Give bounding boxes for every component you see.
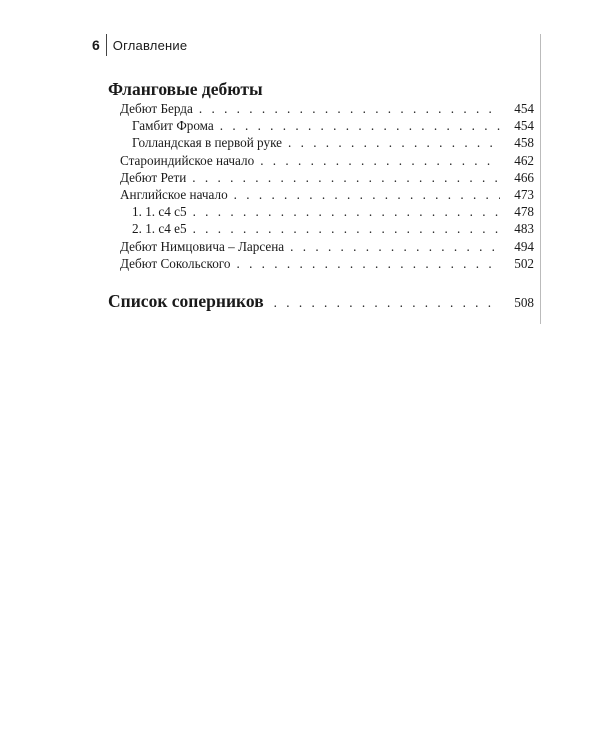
dot-leader [193,221,500,237]
toc-entry-page: 454 [514,101,534,116]
toc-entry-label: Дебют Нимцовича – Ларсена [120,238,285,254]
toc-list [108,101,534,273]
toc-entry-page: 478 [514,204,534,220]
page-number: 6 [92,37,100,53]
toc-entry-label: Список соперников [108,291,264,311]
toc-entry-page: 508 [514,295,534,310]
toc-entry-page: 466 [514,169,534,185]
toc-entry-page: 473 [514,186,534,202]
toc-entry-label: 1. 1. c4 c5 [132,204,187,220]
toc-entry-label: Гамбит Фрома [132,118,214,134]
toc-entry-page: 454 [514,118,534,134]
toc-entry[interactable] [108,239,534,256]
dot-leader [220,118,500,134]
toc-entry[interactable] [108,135,534,152]
toc-entry-page: 462 [514,152,534,168]
toc-entry-label: 2. 1. c4 e5 [132,221,187,237]
toc-entry[interactable] [108,170,534,187]
toc-entry-page: 458 [514,135,534,151]
toc-entry[interactable] [108,187,534,204]
running-header [92,33,187,57]
dot-leader [192,170,500,186]
toc-entry[interactable] [108,118,534,135]
toc-entry-opponents[interactable] [108,291,534,312]
dot-leader [290,239,500,255]
toc-entry-label: Английское начало [120,186,228,202]
section-title: Фланговые дебюты [108,79,263,99]
toc-entry[interactable] [108,153,534,170]
dot-leader [288,135,500,151]
toc-entry-label: Голландская в первой руке [132,135,282,151]
toc-entry-page: 502 [514,255,534,271]
toc-entry-page: 494 [514,238,534,254]
dot-leader [199,101,500,117]
toc-entry[interactable] [108,204,534,221]
toc-entry[interactable] [108,221,534,238]
dot-leader [193,204,500,220]
dot-leader [234,187,500,203]
toc-entry[interactable] [108,101,534,118]
dot-leader [236,256,500,272]
toc-entry[interactable] [108,256,534,273]
toc-entry-label: Дебют Рети [120,169,187,185]
toc-entry-label: Дебют Сокольского [120,255,231,271]
header-divider [106,34,107,56]
toc-entry-label: Дебют Берда [120,101,193,116]
toc-entry-page: 483 [514,221,534,237]
dot-leader [260,153,500,169]
toc-entry-label: Староиндийское начало [120,152,255,168]
dot-leader [274,295,500,311]
margin-rule [540,34,541,324]
running-head-title: Оглавление [112,37,188,53]
